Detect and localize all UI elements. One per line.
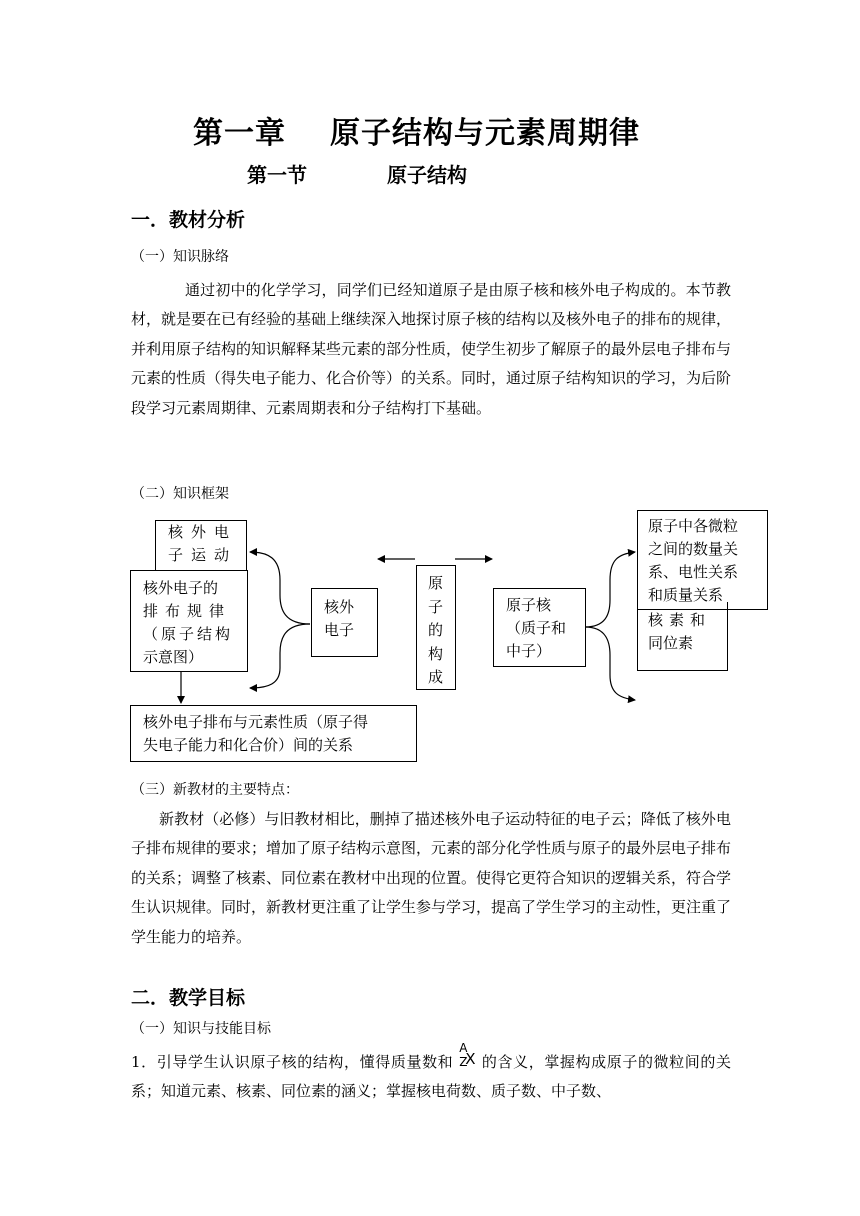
box-nucleus: 原子核 （质子和 中子） [493,588,586,667]
paragraph-knowledge-context: 通过初中的化学学习，同学们已经知道原子是由原子核和核外电子构成的。本节教材，就是要在已有经验的基础上继续深入地探讨原子核的结构以及核外电子的排布的规律，并利用原子结构的知识解释某些元素的部分性质，使学生初步了解原子的最外层电子排布与元素的性质（得失电子能力、化合价等）的关系。同时，通过原子结构知识的学习，为后阶段学习元素周期律、元素周期表和分子结构打下基础。 [131,281,732,417]
goal-item-1: 1．引导学生认识原子核的结构，懂得质量数和 A Z X 的含义，掌握构成原子的微粒间的关系；知道元素、核素、同位素的涵义；掌握核电荷数、质子数、中子数、 [131,1041,731,1101]
section-name: 原子结构 [387,163,467,187]
subheading-new-features: （三）新教材的主要特点： [131,782,299,798]
subheading-knowledge-framework: （二）知识框架 [131,486,229,502]
box-particle-relations: 原子中各微粒 之间的数量关 系、电性关系 和质量关系 [637,510,768,610]
box-electron-property-relation: 核外电子排布与元素性质（原子得 失电子能力和化合价）间的关系 [130,705,417,762]
subheading-knowledge-context: （一）知识脉络 [131,249,229,265]
brace-left-lower [250,624,310,688]
chapter-number: 第一章 [193,116,286,151]
box-electrons: 核外 电子 [311,588,378,657]
section2-heading: 二．教学目标 [131,987,246,1009]
paragraph-new-features: 新教材（必修）与旧教材相比，删掉了描述核外电子运动特征的电子云；降低了核外电子排布规律的要求；增加了原子结构示意图，元素的部分化学性质与原子的最外层电子排布的关系；调整了核素、同位素在教材中出现的位置。使得它更符合知识的逻辑关系，符合学生认识规律。同时，新教材更注重了让学生参与学习，提高了学生学习的主动性，更注重了学生能力的培养。 [131,810,732,946]
box-electron-arrangement-rule: 核外电子的 排布规律 （原子结构 示意图） [130,570,248,672]
box-nuclide-isotope: 核素和 同位素 [637,602,728,671]
box-electron-motion: 核外电 子运动 [155,520,247,578]
nuclide-symbol: A Z X [459,1041,476,1069]
box-atom-composition: 原 子 的 构 成 [416,565,456,690]
subheading-knowledge-skills: （一）知识与技能目标 [131,1021,271,1037]
brace-right-lower [585,627,635,700]
section-number: 第一节 [247,163,307,187]
brace-right [585,552,635,627]
chapter-name: 原子结构与元素周期律 [330,116,640,151]
section1-heading: 一．教材分析 [131,209,246,231]
brace-left [250,552,310,624]
